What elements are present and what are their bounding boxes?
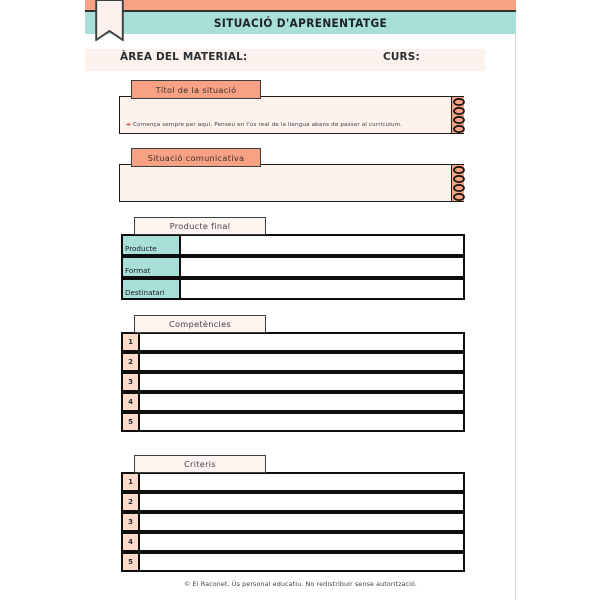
bookmark-ribbon-icon [95, 0, 124, 39]
titol-situacio-box[interactable] [119, 96, 463, 134]
table-row[interactable] [121, 372, 465, 392]
table-row[interactable] [121, 552, 465, 572]
format-key-cell: Format [121, 256, 181, 278]
table-row[interactable] [121, 352, 465, 372]
criteri-index-4: 4 [121, 532, 140, 552]
criteri-index-1: 1 [121, 472, 140, 492]
curs-label: CURS: [383, 50, 420, 63]
tab-titol-situacio: Títol de la situació [131, 80, 261, 99]
titol-situacio-hint: Comença sempre per aquí. Penseu en l'ús real de la llengua abans de passar al currículum. [133, 122, 403, 128]
tab-producte-final: Producte final [134, 217, 266, 235]
tab-criteris: Criteris [134, 455, 266, 473]
spiral-binding-situacio [451, 164, 464, 202]
criteri-index-5: 5 [121, 552, 140, 572]
competencia-index-3: 3 [121, 372, 140, 392]
competencia-index-4: 4 [121, 392, 140, 412]
copyright-footer: © El Raconet. Ús personal educatiu. No redistribuir sense autorització. [183, 580, 418, 588]
table-row[interactable] [121, 412, 465, 432]
pushpin-icon: ✒ [126, 122, 132, 129]
criteri-index-3: 3 [121, 512, 140, 532]
table-row[interactable] [121, 512, 465, 532]
competencia-index-5: 5 [121, 412, 140, 432]
spiral-binding-titol [451, 96, 464, 134]
page-title: SITUACIÓ D'APRENENTATGE [213, 16, 388, 30]
table-row[interactable] [121, 332, 465, 352]
worksheet-page [85, 0, 516, 600]
table-row[interactable] [121, 472, 465, 492]
destinatari-key-cell: Destinatari [121, 278, 181, 300]
producte-key-cell: Producte [121, 234, 181, 256]
tab-competencies: Competències [134, 315, 266, 333]
header-peach-bar [85, 0, 516, 10]
table-row[interactable] [121, 532, 465, 552]
situacio-comunicativa-box[interactable] [119, 164, 463, 202]
area-del-material-label: ÀREA DEL MATERIAL: [120, 50, 248, 63]
criteri-index-2: 2 [121, 492, 140, 512]
table-row[interactable] [121, 492, 465, 512]
tab-situacio-comunicativa: Situació comunicativa [131, 148, 261, 167]
competencia-index-1: 1 [121, 332, 140, 352]
competencia-index-2: 2 [121, 352, 140, 372]
table-row[interactable] [121, 392, 465, 412]
